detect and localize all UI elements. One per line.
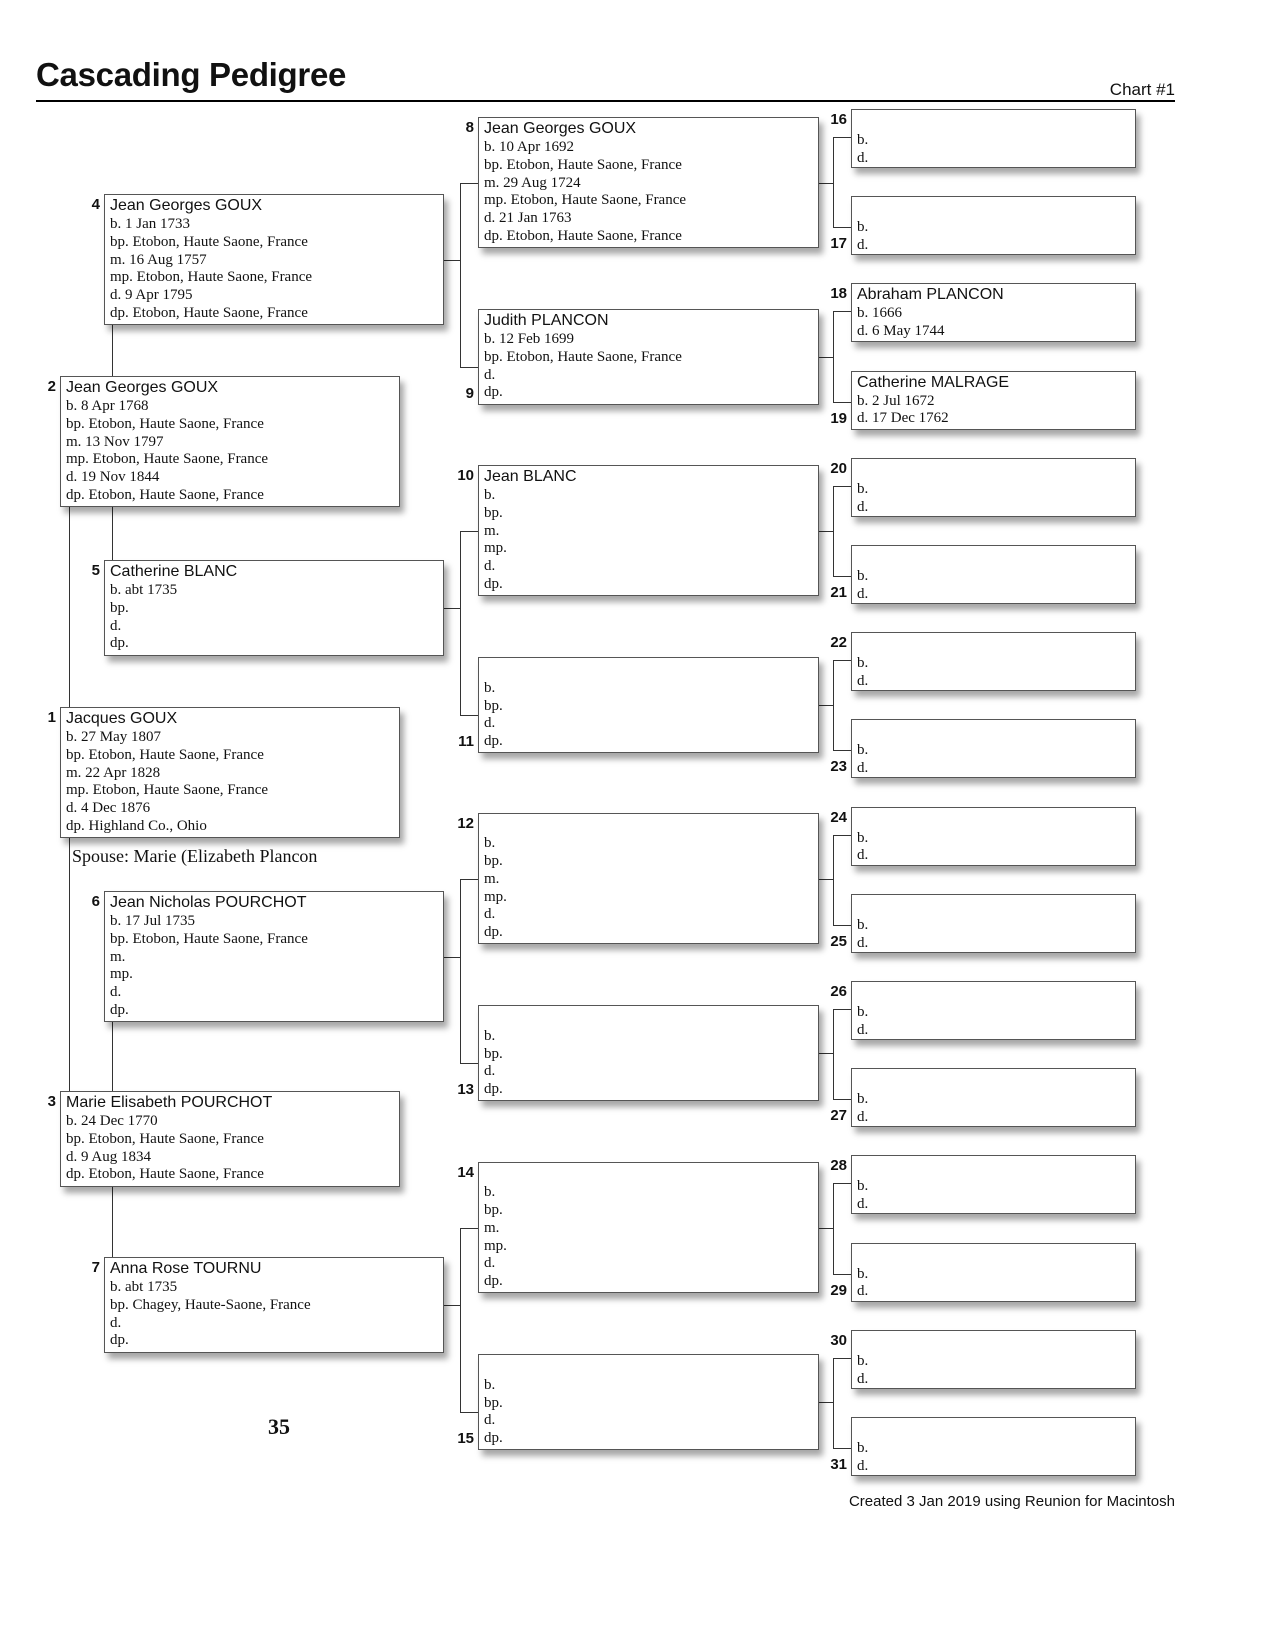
person-detail: bp. xyxy=(484,852,503,869)
connector-line xyxy=(460,1228,478,1229)
person-detail: d. xyxy=(110,617,122,634)
connector-line xyxy=(833,1009,834,1099)
person-detail: m. xyxy=(110,948,126,965)
connector-line xyxy=(833,1448,851,1449)
connector-line xyxy=(819,879,833,880)
person-box[interactable] xyxy=(851,545,1136,604)
connector-line xyxy=(833,1099,851,1100)
connector-line xyxy=(460,367,478,368)
person-detail: dp. xyxy=(484,384,503,401)
person-detail: d. xyxy=(484,1063,496,1080)
person-detail: b. 17 Jul 1735 xyxy=(110,913,196,929)
page-title: Cascading Pedigree xyxy=(36,56,347,93)
person-name: Jean Georges GOUX xyxy=(484,120,637,137)
connector-line xyxy=(460,531,461,716)
person-detail: b. xyxy=(857,1352,869,1369)
person-detail: b. abt 1735 xyxy=(110,582,178,598)
connector-line xyxy=(460,183,478,184)
person-detail: d. xyxy=(110,984,122,1001)
person-detail: b. xyxy=(484,835,496,852)
connector-line xyxy=(444,957,460,958)
person-detail: b. 12 Feb 1699 xyxy=(484,331,574,347)
person-detail: d. xyxy=(857,847,869,864)
person-detail: bp. Etobon, Haute Saone, France xyxy=(484,156,682,173)
person-name: Abraham PLANCON xyxy=(857,286,1004,304)
person-detail: b. xyxy=(484,1376,496,1393)
person-detail: d. 6 May 1744 xyxy=(857,323,945,340)
connector-line xyxy=(833,750,851,751)
person-box[interactable] xyxy=(851,981,1136,1040)
person-box[interactable] xyxy=(478,1354,819,1450)
connector-line xyxy=(819,705,833,706)
connector-line xyxy=(833,576,851,577)
person-box[interactable] xyxy=(104,560,444,656)
person-box[interactable] xyxy=(478,1005,819,1101)
person-detail: bp. xyxy=(484,1045,503,1062)
person-detail: mp. Etobon, Haute Saone, France xyxy=(110,269,313,286)
person-detail: d. xyxy=(110,1314,122,1331)
person-detail: m. 29 Aug 1724 xyxy=(484,174,581,191)
person-detail: mp. xyxy=(484,888,507,905)
person-number: 19 xyxy=(830,409,847,427)
person-detail: d. xyxy=(484,558,496,575)
person-number: 6 xyxy=(91,893,100,910)
person-detail: b. xyxy=(857,655,869,672)
person-detail: b. xyxy=(857,829,869,846)
person-detail: bp. Etobon, Haute Saone, France xyxy=(110,930,308,947)
person-name: Jean Georges GOUX xyxy=(110,197,263,214)
connector-line xyxy=(444,260,460,261)
person-detail: d. xyxy=(484,1255,496,1272)
person-detail: b. xyxy=(857,916,869,933)
person-detail: d. xyxy=(484,906,496,923)
person-detail: bp. xyxy=(484,1394,503,1411)
person-detail: b. abt 1735 xyxy=(110,1279,178,1295)
person-box[interactable] xyxy=(104,1257,444,1353)
person-detail: d. xyxy=(857,1283,869,1300)
person-detail: dp. xyxy=(484,1081,503,1098)
person-number: 3 xyxy=(47,1093,56,1110)
person-box[interactable] xyxy=(478,465,819,596)
person-detail: d. xyxy=(857,1196,869,1213)
person-number: 21 xyxy=(830,584,847,601)
person-detail: dp. xyxy=(484,575,503,592)
person-box[interactable] xyxy=(851,632,1136,691)
connector-line xyxy=(460,1228,461,1413)
person-detail: b. xyxy=(857,1004,869,1020)
person-detail: d. xyxy=(484,1412,496,1429)
person-name: Jean Nicholas POURCHOT xyxy=(110,894,307,911)
person-name: Catherine MALRAGE xyxy=(857,373,1010,391)
person-detail: d. xyxy=(857,236,869,253)
connector-line xyxy=(833,486,834,576)
spouse-note: Spouse: Marie (Elizabeth Plancon xyxy=(72,846,318,866)
person-box[interactable] xyxy=(60,707,400,838)
person-box[interactable] xyxy=(104,891,444,1022)
person-detail: bp. xyxy=(484,697,503,714)
person-number: 15 xyxy=(457,1430,474,1447)
person-detail: b. 10 Apr 1692 xyxy=(484,139,574,155)
person-detail: dp. xyxy=(484,733,503,750)
person-detail: b. 2 Jul 1672 xyxy=(857,392,935,409)
person-number: 28 xyxy=(830,1157,847,1175)
connector-line xyxy=(112,1022,113,1091)
person-detail: mp. Etobon, Haute Saone, France xyxy=(66,782,269,799)
person-box[interactable] xyxy=(851,371,1136,430)
person-detail: b. xyxy=(857,219,869,236)
connector-line xyxy=(833,835,834,925)
person-box[interactable] xyxy=(478,309,819,405)
person-detail: d. xyxy=(857,1108,869,1125)
person-detail: bp. Etobon, Haute Saone, France xyxy=(66,746,264,763)
person-detail: dp. xyxy=(484,1273,503,1290)
page-number: 35 xyxy=(268,1414,290,1439)
connector-line xyxy=(833,311,834,401)
person-detail: d. 17 Dec 1762 xyxy=(857,410,949,427)
person-number: 25 xyxy=(830,932,847,950)
person-detail: d. xyxy=(857,934,869,951)
connector-line xyxy=(819,183,833,184)
person-detail: dp. xyxy=(110,635,129,652)
person-box[interactable] xyxy=(478,1162,819,1293)
connector-line xyxy=(833,1183,851,1184)
person-detail: dp. xyxy=(110,1332,129,1349)
person-detail: dp. Etobon, Haute Saone, France xyxy=(66,1166,264,1183)
connector-line xyxy=(112,1187,113,1257)
connector-line xyxy=(460,715,478,716)
person-detail: d. xyxy=(857,149,869,166)
person-detail: bp. Etobon, Haute Saone, France xyxy=(66,415,264,432)
person-detail: d. xyxy=(857,672,869,689)
person-detail: b. xyxy=(857,1440,869,1456)
person-detail: d. xyxy=(857,1021,869,1038)
person-detail: b. 8 Apr 1768 xyxy=(66,398,149,414)
person-detail: d. 19 Nov 1844 xyxy=(66,469,160,486)
connector-line xyxy=(833,227,851,228)
person-name: Jacques GOUX xyxy=(66,710,178,727)
person-detail: b. 24 Dec 1770 xyxy=(66,1113,158,1129)
person-box[interactable] xyxy=(851,283,1136,342)
person-number: 7 xyxy=(91,1259,100,1276)
connector-line xyxy=(819,357,833,358)
person-detail: d. 9 Apr 1795 xyxy=(110,287,193,304)
person-detail: d. 21 Jan 1763 xyxy=(484,210,572,227)
person-detail: m. 13 Nov 1797 xyxy=(66,433,164,450)
person-number: 26 xyxy=(830,983,847,1000)
person-number: 2 xyxy=(47,378,56,395)
connector-line xyxy=(819,1228,833,1229)
connector-line xyxy=(819,1402,833,1403)
person-detail: mp. xyxy=(484,540,507,557)
connector-line xyxy=(833,486,851,487)
person-box[interactable] xyxy=(851,196,1136,255)
person-box[interactable] xyxy=(60,1091,400,1187)
person-detail: mp. Etobon, Haute Saone, France xyxy=(484,192,687,209)
connector-line xyxy=(833,137,851,138)
person-box[interactable] xyxy=(478,813,819,944)
person-number: 14 xyxy=(457,1164,474,1181)
person-detail: d. xyxy=(857,498,869,515)
connector-line xyxy=(833,1183,834,1273)
connector-line xyxy=(833,1358,851,1359)
person-detail: dp. Highland Co., Ohio xyxy=(66,817,207,834)
person-number: 16 xyxy=(830,111,847,128)
person-name: Jean BLANC xyxy=(484,468,577,485)
person-box[interactable] xyxy=(851,1330,1136,1389)
person-number: 4 xyxy=(91,196,100,213)
person-detail: dp. xyxy=(110,1001,129,1018)
person-detail: bp. Etobon, Haute Saone, France xyxy=(110,233,308,250)
person-detail: m. xyxy=(484,522,500,539)
person-detail: dp. Etobon, Haute Saone, France xyxy=(110,304,308,321)
person-box[interactable] xyxy=(851,894,1136,953)
person-detail: b. xyxy=(857,568,869,584)
person-detail: mp. xyxy=(110,966,133,983)
person-number: 10 xyxy=(457,467,474,484)
person-detail: bp. Etobon, Haute Saone, France xyxy=(484,348,682,365)
person-box[interactable] xyxy=(851,1243,1136,1302)
person-number: 20 xyxy=(830,459,847,477)
person-detail: b. 1666 xyxy=(857,305,902,322)
person-detail: b. 27 May 1807 xyxy=(66,729,161,745)
person-detail: dp. xyxy=(484,924,503,941)
person-detail: d. xyxy=(857,585,869,602)
person-detail: m. 16 Aug 1757 xyxy=(110,251,207,268)
person-detail: dp. xyxy=(484,1430,503,1447)
person-detail: d. xyxy=(484,366,496,383)
person-box[interactable] xyxy=(851,1417,1136,1476)
person-detail: d. xyxy=(857,1370,869,1387)
person-detail: bp. xyxy=(484,1201,503,1218)
connector-line xyxy=(833,1274,851,1275)
person-number: 22 xyxy=(830,634,847,652)
person-detail: b. xyxy=(484,1027,496,1044)
connector-line xyxy=(833,1358,834,1448)
person-detail: b. xyxy=(484,487,496,503)
connector-line xyxy=(460,879,461,1064)
connector-line xyxy=(460,1063,478,1064)
title-rule xyxy=(36,100,1175,102)
person-name: Jean Georges GOUX xyxy=(66,379,219,396)
person-detail: b. 1 Jan 1733 xyxy=(110,216,190,232)
connector-line xyxy=(833,925,851,926)
person-detail: dp. Etobon, Haute Saone, France xyxy=(484,227,682,244)
person-number: 12 xyxy=(457,815,474,832)
person-number: 27 xyxy=(830,1107,847,1125)
person-detail: bp. xyxy=(484,504,503,521)
person-detail: b. xyxy=(484,679,496,696)
person-name: Judith PLANCON xyxy=(484,312,609,329)
person-detail: m. 22 Apr 1828 xyxy=(66,764,161,781)
person-number: 5 xyxy=(91,562,100,579)
person-box[interactable] xyxy=(104,194,444,325)
connector-line xyxy=(112,325,113,376)
person-number: 31 xyxy=(830,1456,847,1473)
person-number: 30 xyxy=(830,1331,847,1349)
person-detail: d. xyxy=(484,715,496,732)
person-number: 29 xyxy=(830,1281,847,1299)
person-name: Catherine BLANC xyxy=(110,563,238,580)
person-detail: d. 9 Aug 1834 xyxy=(66,1148,152,1165)
person-box[interactable] xyxy=(851,719,1136,778)
person-detail: bp. Chagey, Haute-Saone, France xyxy=(110,1296,311,1313)
person-number: 24 xyxy=(830,808,847,826)
person-detail: dp. Etobon, Haute Saone, France xyxy=(66,486,264,503)
connector-line xyxy=(460,183,461,368)
person-detail: b. xyxy=(857,480,869,497)
connector-line xyxy=(833,835,851,836)
person-number: 9 xyxy=(465,385,474,402)
connector-line xyxy=(833,137,834,227)
person-box[interactable] xyxy=(478,657,819,753)
person-detail: b. xyxy=(484,1184,496,1201)
person-box[interactable] xyxy=(851,458,1136,517)
person-number: 8 xyxy=(465,119,474,136)
person-detail: bp. xyxy=(110,599,129,616)
person-number: 17 xyxy=(830,235,847,253)
connector-line xyxy=(833,660,834,750)
person-detail: b. xyxy=(857,132,869,148)
person-detail: mp. xyxy=(484,1237,507,1254)
connector-line xyxy=(444,1305,460,1306)
person-box[interactable] xyxy=(851,1155,1136,1214)
person-box[interactable] xyxy=(851,807,1136,866)
person-detail: d. 4 Dec 1876 xyxy=(66,800,151,817)
connector-line xyxy=(819,531,833,532)
person-detail: mp. Etobon, Haute Saone, France xyxy=(66,451,269,468)
connector-line xyxy=(833,402,851,403)
connector-line xyxy=(112,507,113,560)
connector-line xyxy=(833,311,851,312)
footer-credit: Created 3 Jan 2019 using Reunion for Macintosh xyxy=(848,1493,1175,1510)
person-number: 1 xyxy=(47,709,56,726)
person-number: 11 xyxy=(458,733,474,750)
person-detail: m. xyxy=(484,870,500,887)
person-box[interactable] xyxy=(60,376,400,507)
person-detail: b. xyxy=(857,1265,869,1282)
connector-line xyxy=(460,531,478,532)
person-detail: bp. Etobon, Haute Saone, France xyxy=(66,1130,264,1147)
person-detail: d. xyxy=(857,1457,869,1474)
person-detail: b. xyxy=(857,1178,869,1195)
person-detail: b. xyxy=(857,1091,869,1108)
connector-line xyxy=(444,608,460,609)
connector-line xyxy=(833,1009,851,1010)
person-number: 23 xyxy=(830,758,847,776)
chart-number: Chart #1 xyxy=(1109,80,1175,99)
person-number: 13 xyxy=(457,1081,474,1098)
person-name: Marie Elisabeth POURCHOT xyxy=(66,1094,273,1111)
person-box[interactable] xyxy=(851,1068,1136,1127)
connector-line xyxy=(833,660,851,661)
person-detail: m. xyxy=(484,1219,500,1236)
person-box[interactable] xyxy=(851,109,1136,168)
connector-line xyxy=(819,1053,833,1054)
person-box[interactable] xyxy=(478,117,819,248)
person-detail: d. xyxy=(857,760,869,777)
connector-line xyxy=(460,1412,478,1413)
person-detail: b. xyxy=(857,742,869,759)
person-name: Anna Rose TOURNU xyxy=(110,1260,262,1277)
connector-line xyxy=(460,879,478,880)
person-number: 18 xyxy=(830,285,847,303)
